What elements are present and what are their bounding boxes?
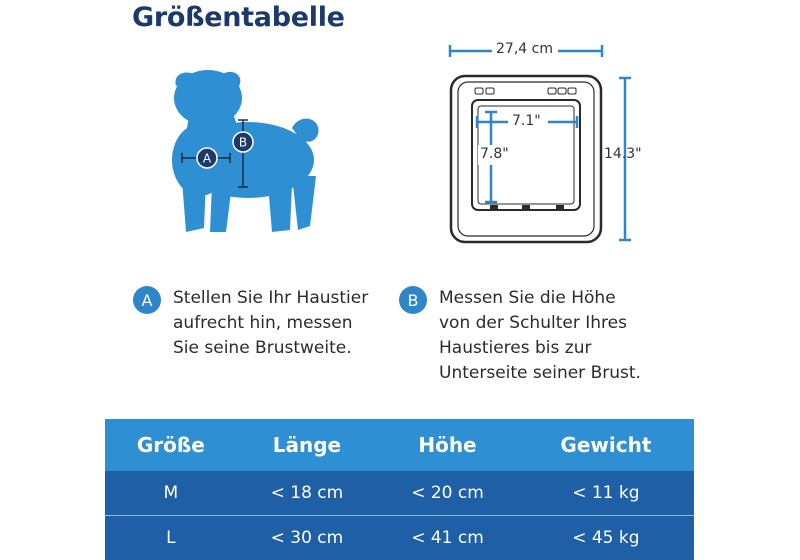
door-outer-width-label: 27,4 cm <box>496 41 553 57</box>
instruction-b <box>399 286 641 386</box>
header-length: Länge <box>237 419 378 471</box>
badge-a: A <box>133 286 161 314</box>
cell-size: M <box>105 471 237 516</box>
cell-weight: < 11 kg <box>518 471 694 516</box>
dog-marker-b <box>233 132 253 152</box>
cell-height: < 41 cm <box>377 516 518 560</box>
page-title: Größentabelle <box>132 2 345 33</box>
cell-size: L <box>105 516 237 560</box>
door-inner-height-label: 7.8" <box>480 146 509 162</box>
table-row <box>105 471 694 516</box>
door-outer-height-label: 14.3" <box>604 146 642 162</box>
door-inner-width-label: 7.1" <box>512 113 541 129</box>
instruction-a <box>133 286 368 361</box>
svg-text:B: B <box>239 136 247 150</box>
instruction-b-text: Messen Sie die Höhe von der Schulter Ihres Haustieres bis zur Unterseite seiner Brust. <box>439 286 641 386</box>
cell-weight: < 45 kg <box>518 516 694 560</box>
instruction-a-text: Stellen Sie Ihr Haustier aufrecht hin, messen Sie seine Brustweite. <box>173 286 368 361</box>
pet-door <box>451 76 601 242</box>
size-table <box>105 419 694 560</box>
cell-length: < 30 cm <box>237 516 378 560</box>
dog-marker-a <box>197 148 217 168</box>
svg-text:A: A <box>203 152 212 166</box>
cell-length: < 18 cm <box>237 471 378 516</box>
header-size: Größe <box>105 419 237 471</box>
header-weight: Gewicht <box>518 419 694 471</box>
table-row <box>105 516 694 560</box>
badge-b: B <box>399 286 427 314</box>
header-height: Höhe <box>377 419 518 471</box>
cell-height: < 20 cm <box>377 471 518 516</box>
table-header-row <box>105 419 694 471</box>
